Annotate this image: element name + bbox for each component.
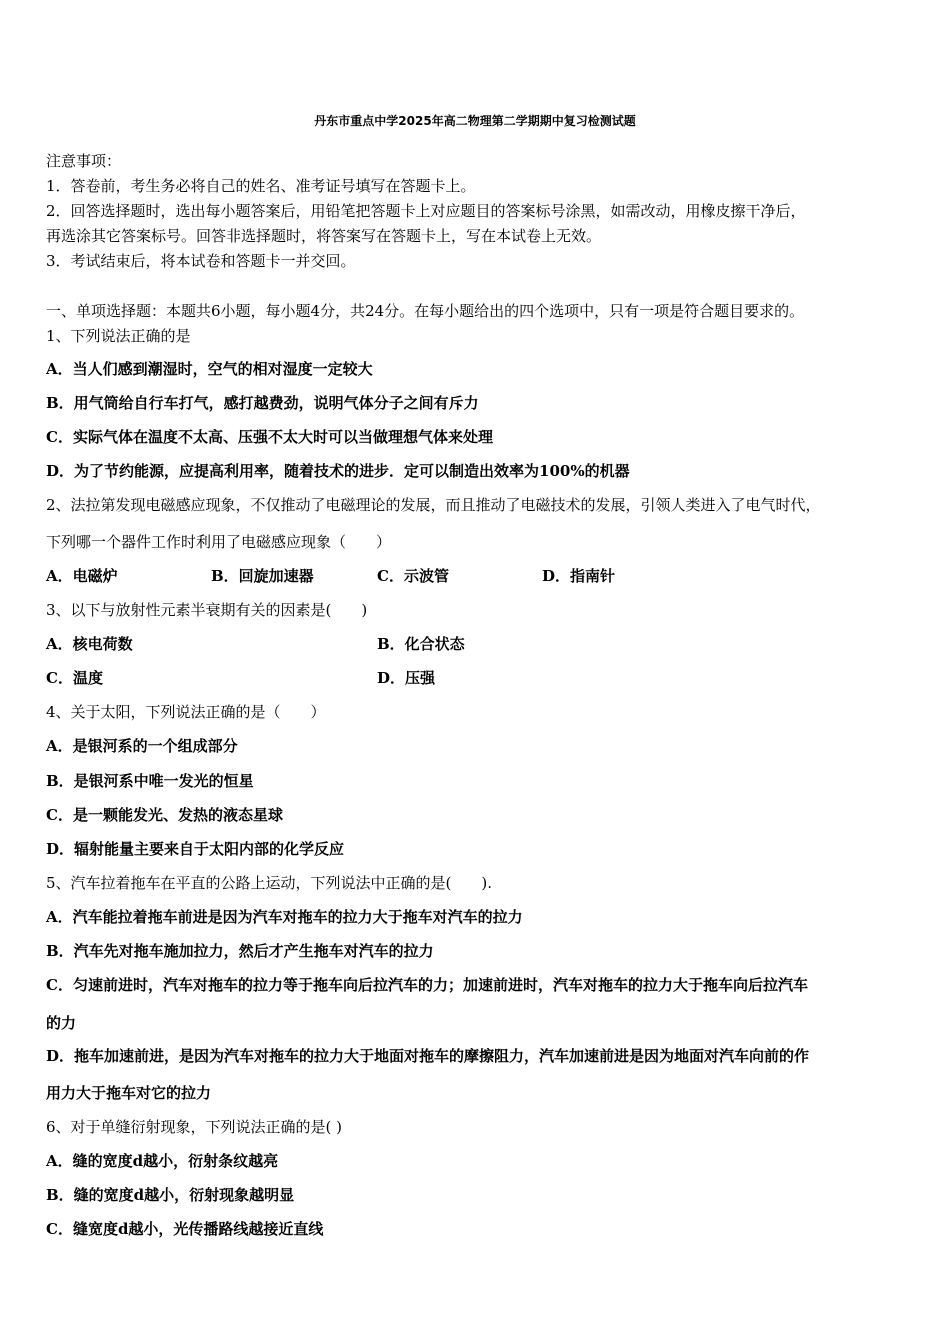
page-title: 丹东市重点中学2025年高二物理第二学期期中复习检测试题 bbox=[314, 114, 636, 128]
q5-option-d-line1: D．拖车加速前进，是因为汽车对拖车的拉力大于地面对拖车的摩擦阻力，汽车加速前进是因为地面对汽车向前的作 bbox=[46, 1047, 810, 1065]
q4-option-c: C．是一颗能发光、发热的液态星球 bbox=[46, 806, 283, 824]
q3-option-c: C．温度 bbox=[46, 669, 103, 687]
q4-option-b: B．是银河系中唯一发光的恒星 bbox=[46, 772, 254, 790]
notice-item-2-cont: 再选涂其它答案标号。回答非选择题时，将答案写在答题卡上，写在本试卷上无效。 bbox=[46, 227, 602, 245]
notice-item-1: 1．答卷前，考生务必将自己的姓名、准考证号填写在答题卡上。 bbox=[46, 177, 476, 195]
notice-item-2: 2．回答选择题时，选出每小题答案后，用铅笔把答题卡上对应题目的答案标号涂黑，如需改动，用橡皮擦干净后， bbox=[46, 202, 806, 220]
q2-option-a: A．电磁炉 bbox=[46, 567, 118, 585]
q6-stem: 6、对于单缝衍射现象，下列说法正确的是( ) bbox=[46, 1118, 343, 1136]
q4-option-d: D．辐射能量主要来自于太阳内部的化学反应 bbox=[46, 840, 345, 858]
q5-option-a: A．汽车能拉着拖车前进是因为汽车对拖车的拉力大于拖车对汽车的拉力 bbox=[46, 908, 523, 926]
q6-option-c: C．缝宽度d越小，光传播路线越接近直线 bbox=[46, 1220, 324, 1238]
q5-option-c-line2: 的力 bbox=[46, 1014, 77, 1032]
q3-option-a: A．核电荷数 bbox=[46, 635, 133, 653]
q1-stem: 1、下列说法正确的是 bbox=[46, 327, 191, 345]
q3-option-b: B．化合状态 bbox=[377, 635, 465, 653]
notice-item-3: 3．考试结束后，将本试卷和答题卡一并交回。 bbox=[46, 252, 356, 270]
q3-stem: 3、以下与放射性元素半衰期有关的因素是( ) bbox=[46, 601, 368, 619]
q1-option-b: B．用气筒给自行车打气，感打越费劲，说明气体分子之间有斥力 bbox=[46, 394, 479, 412]
q6-option-b: B．缝的宽度d越小，衍射现象越明显 bbox=[46, 1186, 295, 1204]
q2-option-b: B．回旋加速器 bbox=[211, 567, 314, 585]
q5-option-b: B．汽车先对拖车施加拉力，然后才产生拖车对汽车的拉力 bbox=[46, 942, 434, 960]
q2-stem-line1: 2、法拉第发现电磁感应现象，不仅推动了电磁理论的发展，而且推动了电磁技术的发展，引领人类进入了电气时代， bbox=[46, 496, 821, 514]
q2-option-c: C．示波管 bbox=[377, 567, 449, 585]
q2-option-d: D．指南针 bbox=[542, 567, 616, 585]
q4-option-a: A．是银河系的一个组成部分 bbox=[46, 737, 238, 755]
q1-option-a: A．当人们感到潮湿时，空气的相对湿度一定较大 bbox=[46, 360, 373, 378]
q1-option-c: C．实际气体在温度不太高、压强不太大时可以当做理想气体来处理 bbox=[46, 428, 493, 446]
q5-option-c-line1: C．匀速前进时，汽车对拖车的拉力等于拖车向后拉汽车的力；加速前进时，汽车对拖车的拉力大于拖车向后拉汽车 bbox=[46, 976, 808, 994]
section-heading: 一、单项选择题：本题共6小题，每小题4分，共24分。在每小题给出的四个选项中，只有一项是符合题目要求的。 bbox=[46, 302, 805, 320]
q5-stem: 5、汽车拉着拖车在平直的公路上运动，下列说法中正确的是( ). bbox=[46, 874, 493, 892]
notice-heading: 注意事项： bbox=[46, 152, 122, 170]
q5-option-d-line2: 用力大于拖车对它的拉力 bbox=[46, 1084, 212, 1102]
q6-option-a: A．缝的宽度d越小，衍射条纹越亮 bbox=[46, 1152, 279, 1170]
q2-stem-line2: 下列哪一个器件工作时利用了电磁感应现象（ ） bbox=[46, 533, 392, 551]
q4-stem: 4、关于太阳，下列说法正确的是（ ） bbox=[46, 703, 326, 721]
q3-option-d: D．压强 bbox=[377, 669, 436, 687]
q1-option-d: D．为了节约能源，应提高利用率，随着技术的进步．定可以制造出效率为100%的机器 bbox=[46, 462, 630, 480]
